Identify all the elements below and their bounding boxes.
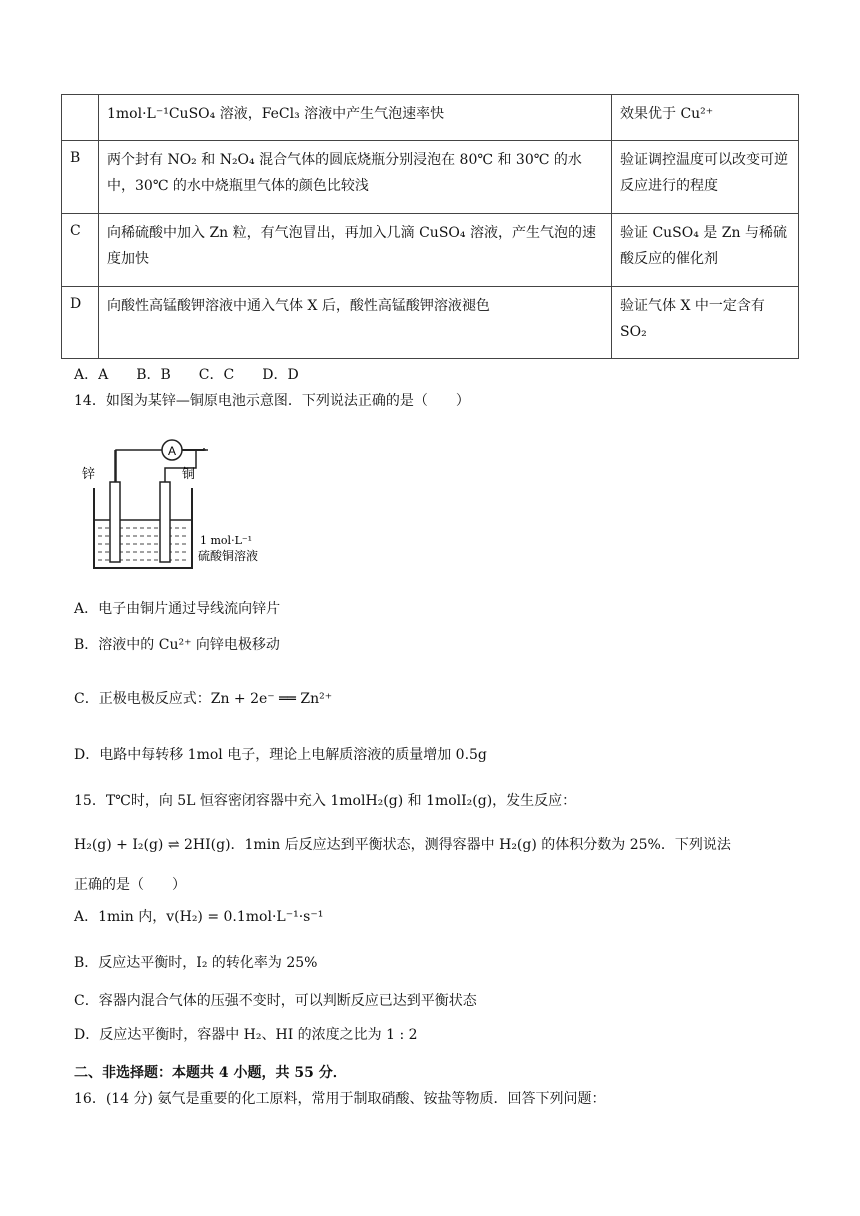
row-purpose: 验证 CuSO₄ 是 Zn 与稀硫酸反应的催化剂 bbox=[612, 214, 799, 287]
table-row bbox=[62, 287, 799, 359]
row-content: 两个封有 NO₂ 和 N₂O₄ 混合气体的圆底烧瓶分别浸泡在 80℃ 和 30℃ 的水中，30℃ 的水中烧瓶里气体的颜色比较浅 bbox=[99, 141, 612, 214]
zinc-label: 锌 bbox=[82, 467, 96, 482]
row-id bbox=[62, 95, 99, 141]
row-purpose: 效果优于 Cu²⁺ bbox=[612, 95, 799, 141]
q15-option-c: C．容器内混合气体的压强不变时，可以判断反应已达到平衡状态 bbox=[74, 993, 477, 1009]
table-row bbox=[62, 141, 799, 214]
q15-stem-line1: 15．T℃时，向 5L 恒容密闭容器中充入 1molH₂(g) 和 1molI₂(g)，发生反应： bbox=[74, 793, 577, 809]
copper-electrode bbox=[160, 482, 170, 562]
experiment-table bbox=[61, 94, 799, 359]
q15-option-d: D．反应达平衡时，容器中 H₂、HI 的浓度之比为 1 : 2 bbox=[74, 1027, 418, 1043]
table-row bbox=[62, 95, 799, 141]
row-purpose: 验证调控温度可以改变可逆反应进行的程度 bbox=[612, 141, 799, 214]
section-heading: 二、非选择题：本题共 4 小题，共 55 分． bbox=[74, 1065, 347, 1081]
row-id: D bbox=[62, 287, 99, 359]
row-content: 1mol·L⁻¹CuSO₄ 溶液，FeCl₃ 溶液中产生气泡速率快 bbox=[99, 95, 612, 141]
q14-option-d: D．电路中每转移 1mol 电子，理论上电解质溶液的质量增加 0.5g bbox=[74, 747, 487, 763]
galvanic-cell-figure bbox=[78, 428, 278, 578]
copper-label: 铜 bbox=[182, 467, 196, 482]
q14-option-a: A．电子由铜片通过导线流向锌片 bbox=[74, 601, 281, 617]
row-content: 向稀硫酸中加入 Zn 粒，有气泡冒出，再加入几滴 CuSO₄ 溶液，产生气泡的速度加快 bbox=[99, 214, 612, 287]
q14-option-b: B．溶液中的 Cu²⁺ 向锌电极移动 bbox=[74, 637, 280, 653]
q15-option-a: A．1min 内，v(H₂) = 0.1mol·L⁻¹·s⁻¹ bbox=[74, 909, 324, 925]
table-choices: A．A B．B C．C D．D bbox=[74, 367, 299, 383]
q15-stem-line3: 正确的是（ ） bbox=[74, 877, 186, 893]
q14-option-c: C．正极电极反应式：Zn + 2e⁻ ══ Zn²⁺ bbox=[74, 691, 333, 707]
concentration-label: 1 mol·L⁻¹ bbox=[200, 534, 253, 547]
row-id: B bbox=[62, 141, 99, 214]
q15-stem-line2: H₂(g) + I₂(g) ⇌ 2HI(g)．1min 后反应达到平衡状态，测得容器中 H₂(g) 的体积分数为 25%．下列说法 bbox=[74, 837, 731, 853]
ammeter-label: A bbox=[167, 444, 177, 458]
q16-stem: 16．(14 分) 氨气是重要的化工原料，常用于制取硝酸、铵盐等物质．回答下列问题： bbox=[74, 1091, 606, 1107]
q14-stem: 14．如图为某锌—铜原电池示意图．下列说法正确的是（ ） bbox=[74, 393, 470, 409]
row-id: C bbox=[62, 214, 99, 287]
q15-option-b: B．反应达平衡时，I₂ 的转化率为 25% bbox=[74, 955, 318, 971]
row-purpose: 验证气体 X 中一定含有 SO₂ bbox=[612, 287, 799, 359]
solution-label: 硫酸铜溶液 bbox=[198, 549, 259, 563]
table-row bbox=[62, 214, 799, 287]
row-content: 向酸性高锰酸钾溶液中通入气体 X 后，酸性高锰酸钾溶液褪色 bbox=[99, 287, 612, 359]
zinc-electrode bbox=[110, 482, 120, 562]
